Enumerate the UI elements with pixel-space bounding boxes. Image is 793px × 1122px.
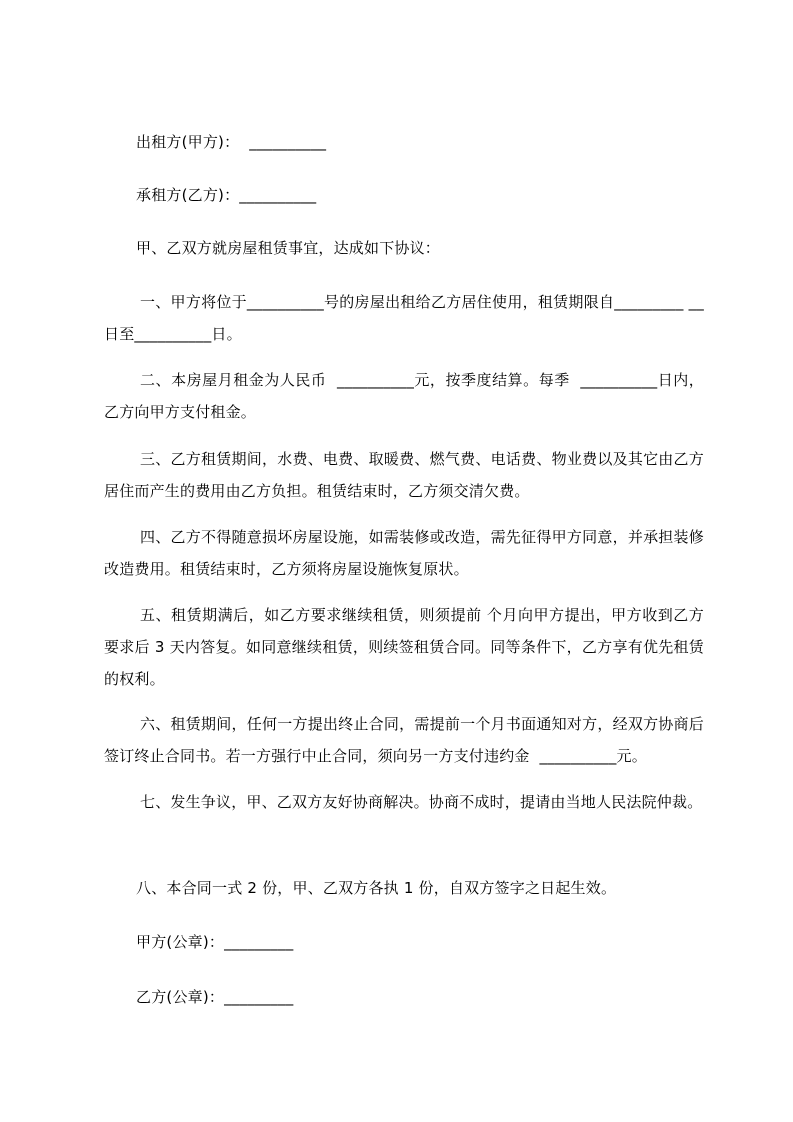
clause-5: 五、租赁期满后，如乙方要求继续租赁，则须提前 个月向甲方提出，甲方收到乙方要求后 3 天内答复。如同意继续租赁，则续签租赁合同。同等条件下，乙方享有优先租赁的权利。 bbox=[104, 606, 704, 688]
clause-8: 八、本合同一式 2 份，甲、乙双方各执 1 份，自双方签字之日起生效。 bbox=[136, 879, 617, 897]
clause-2: 二、本房屋月租金为人民币 __________元，按季度结算。每季 __________日内，乙方向甲方支付租金。 bbox=[104, 371, 704, 421]
lessee-line: 承租方(乙方)：__________ bbox=[136, 186, 317, 204]
clause-7: 七、发生争议，甲、乙双方友好协商解决。协商不成时，提请由当地人民法院仲裁。 bbox=[140, 793, 703, 811]
clause-4: 四、乙方不得随意损坏房屋设施，如需装修或改造，需先征得甲方同意，并承担装修改造费用。租赁结束时，乙方须将房屋设施恢复原状。 bbox=[104, 528, 704, 578]
clause-6: 六、租赁期间，任何一方提出终止合同，需提前一个月书面通知对方，经双方协商后签订终止合同书。若一方强行中止合同，须向另一方支付违约金 __________元。 bbox=[104, 715, 704, 765]
intro-text: 甲、乙双方就房屋租赁事宜，达成如下协议： bbox=[136, 239, 441, 257]
clause-3: 三、乙方租赁期间，水费、电费、取暖费、燃气费、电话费、物业费以及其它由乙方居住而产生的费用由乙方负担。租赁结束时，乙方须交清欠费。 bbox=[104, 450, 704, 500]
clause-1: 一、甲方将位于__________号的房屋出租给乙方居住使用，租赁期限自_________ __日至__________日。 bbox=[104, 293, 704, 343]
party-a-seal-line: 甲方(公章)：_________ bbox=[136, 933, 294, 951]
party-b-seal-line: 乙方(公章)：_________ bbox=[136, 988, 294, 1006]
lessor-line: 出租方(甲方)： __________ bbox=[136, 133, 327, 151]
